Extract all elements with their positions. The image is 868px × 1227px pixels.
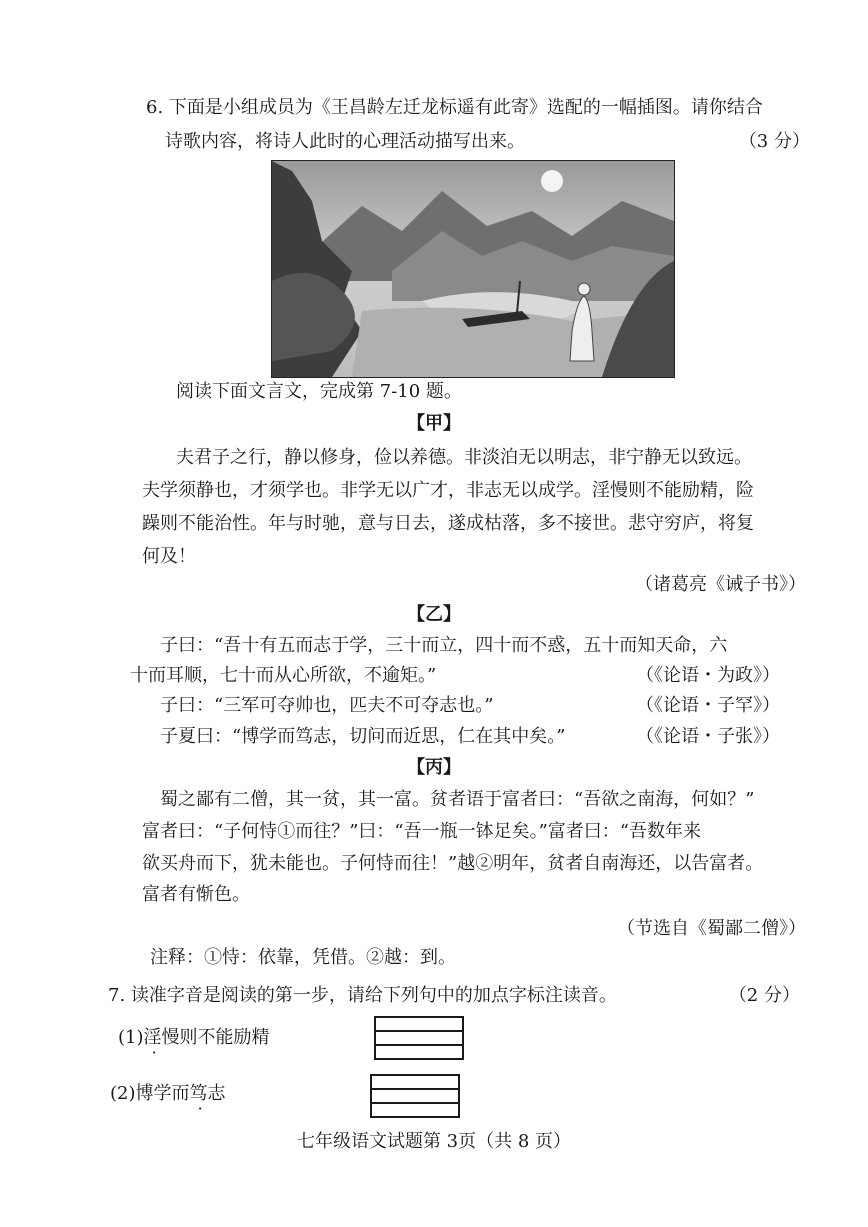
- item-1-dotted-char: 淫: [143, 1027, 162, 1048]
- yi-source-4: （《论语・子张》）: [636, 726, 780, 747]
- yi-source-2: （《论语・为政》）: [636, 665, 780, 686]
- item-2-dotted-char: 笃: [189, 1083, 208, 1104]
- item-2-prefix: (2)博学而: [110, 1083, 190, 1104]
- jia-line-1: 夫君子之行，静以修身，俭以养德。非淡泊无以明志，非宁静无以致远。: [176, 447, 752, 468]
- pinyin-answer-box-1[interactable]: [374, 1016, 464, 1060]
- jia-line-2: 夫学须静也，才须学也。非学无以广才，非志无以成学。淫慢则不能励精，险: [142, 480, 754, 501]
- yi-line-3: 子曰：“三军可夺帅也，匹夫不可夺志也。”: [160, 695, 494, 716]
- item-1-rest: 慢则不能励精: [161, 1027, 270, 1048]
- yi-line-4: 子夏曰：“博学而笃志，切问而近思，仁在其中矣。”: [160, 726, 566, 747]
- page-footer: 七年级语文试题第 3页（共 8 页）: [296, 1131, 572, 1152]
- yi-source-3: （《论语・子罕》）: [636, 695, 780, 716]
- jia-line-4: 何及！: [142, 546, 196, 567]
- item-2-rest: 志: [207, 1083, 226, 1104]
- bing-line-1: 蜀之鄙有二僧，其一贫，其一富。贫者语于富者曰：“吾欲之南海，何如？”: [160, 789, 755, 810]
- question-6-line2: 诗歌内容，将诗人此时的心理活动描写出来。: [165, 131, 525, 152]
- question-7-item-1: [118, 1026, 270, 1050]
- ink-painting-image: [272, 161, 674, 377]
- bing-line-2: 富者曰：“子何恃①而往？”曰：“吾一瓶一钵足矣。”富者曰：“吾数年来: [142, 821, 702, 842]
- reading-intro: 阅读下面文言文，完成第 7-10 题。: [176, 381, 462, 402]
- bing-line-4: 富者有惭色。: [142, 884, 250, 905]
- jia-source: （诸葛亮《诫子书》）: [635, 574, 806, 595]
- yi-line-2: 十而耳顺，七十而从心所欲，不逾矩。”: [130, 665, 437, 686]
- question-7-item-2: [110, 1082, 226, 1106]
- bing-source: （节选自《蜀鄙二僧》）: [617, 918, 806, 939]
- question-6-score: （3 分）: [738, 131, 810, 152]
- question-7-text: 7. 读准字音是阅读的第一步，请给下列句中的加点字标注读音。: [108, 985, 617, 1006]
- moon-shape: [541, 170, 563, 192]
- item-1-prefix: (1): [118, 1027, 144, 1048]
- section-bing-heading: 【丙】: [407, 757, 461, 778]
- question-6-line1: 6. 下面是小组成员为《王昌龄左迁龙标遥有此寄》选配的一幅插图。请你结合: [146, 97, 763, 118]
- annotation-notes: 注释：①恃：依靠，凭借。②越：到。: [150, 947, 456, 968]
- question-7-score: （2 分）: [728, 985, 800, 1006]
- yi-line-1: 子曰：“吾十有五而志于学，三十而立，四十而不惑，五十而知天命，六: [160, 635, 728, 656]
- bing-line-3: 欲买舟而下，犹未能也。子何恃而往！”越②明年，贫者自南海还，以告富者。: [142, 853, 764, 874]
- landscape-illustration: [271, 160, 675, 378]
- section-yi-heading: 【乙】: [407, 604, 461, 625]
- jia-line-3: 躁则不能治性。年与时驰，意与日去，遂成枯落，多不接世。悲守穷庐，将复: [142, 513, 754, 534]
- section-jia-heading: 【甲】: [407, 413, 461, 434]
- pinyin-answer-box-2[interactable]: [370, 1074, 460, 1118]
